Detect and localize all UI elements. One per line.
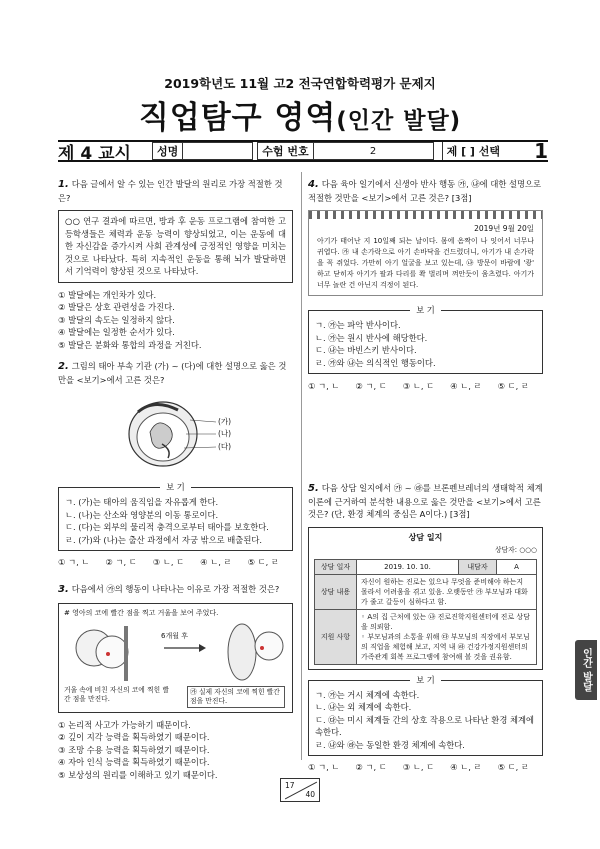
q2-number: 2. [58, 361, 69, 372]
q5-stem: 다음 상담 일지에서 ㉮ ~ ㉱를 브론펜브레너의 생태학적 체계 이론에 근거하여 분석한 내용으로 옳은 것만을 <보기>에서 고른 것은? (단, 환경 체계의 중심은 A이다.) [3점] [308, 483, 543, 519]
q1-number: 1. [58, 179, 69, 190]
date-label: 상담 일자 [315, 559, 357, 574]
q2-option[interactable]: ③ ㄴ, ㄷ [152, 557, 185, 567]
q5-option[interactable]: ② ㄱ, ㄷ [355, 762, 387, 772]
question-4 [308, 178, 543, 393]
exam-subtitle: 2019학년도 11월 고2 전국연합학력평가 문제지 [164, 76, 436, 91]
period-label: 제 4 교시 [58, 143, 131, 164]
mirror-scene [64, 618, 289, 686]
question-3 [58, 583, 293, 781]
q2-bogi-item: ㄷ. (다)는 외부의 물리적 충격으로부터 태아를 보호한다. [65, 522, 269, 532]
choice-label: 제 [ ] 선택 [442, 142, 504, 160]
q5-number: 5. [308, 483, 319, 494]
q3-stem: 다음에서 ㉮의 행동이 나타나는 이유로 가장 적절한 것은? [71, 584, 280, 594]
q3-option[interactable]: ② 깊이 지각 능력을 획득하였기 때문이다. [58, 732, 210, 742]
q3-number: 3. [58, 584, 69, 595]
counselor-name: 상담자: ○○○ [495, 546, 537, 554]
q3-option[interactable]: ① 논리적 사고가 가능하기 때문이다. [58, 719, 191, 730]
q5-option[interactable]: ① ㄱ, ㄴ [308, 762, 340, 772]
q5-option[interactable]: ④ ㄴ, ㄹ [450, 762, 482, 772]
subject-side-tab: 인간 발달 [575, 640, 597, 700]
log-title: 상담 일지 [408, 532, 443, 542]
exam-no-field[interactable] [314, 142, 434, 160]
support-item: ◦ A의 집 근처에 있는 ㉯ 진로진학지원센터에 진로 상담을 의뢰함. [361, 612, 530, 631]
q5-options [308, 761, 543, 774]
q2-option[interactable]: ⑤ ㄷ, ㄹ [247, 557, 279, 567]
q1-options [58, 289, 293, 352]
q2-options [58, 556, 293, 569]
q5-bogi-item: ㄷ. ㉰는 미시 체계들 간의 상호 작용으로 나타난 환경 체계에 속한다. [315, 714, 535, 737]
q2-bogi-item: ㄴ. (나)는 산소와 영양분의 이동 통로이다. [65, 509, 219, 520]
q1-option[interactable]: ① 발달에는 개인차가 있다. [58, 289, 157, 300]
right-caption: ㉮ 실제 자신의 코에 찍힌 빨간 점을 만진다. [187, 686, 285, 708]
q5-bogi-item: ㄴ. ㉯는 외 체계에 속한다. [315, 702, 412, 712]
q3-option[interactable]: ③ 조망 수용 능력을 획득하였기 때문이다. [58, 744, 210, 755]
q4-stem: 다음 육아 일기에서 신생아 반사 행동 ㉮, ㉯에 대한 설명으로 적절한 것만을 <보기>에서 고른 것은? [3점] [308, 179, 542, 203]
question-2 [58, 360, 293, 569]
q3-scene-box [58, 603, 293, 713]
diary-date: 2019년 9월 20일 [474, 224, 534, 233]
label-na: (나) [218, 429, 232, 438]
counseling-log [308, 527, 543, 670]
exam-no-label: 수험 번호 [257, 142, 313, 160]
fetus-diagram [58, 392, 293, 477]
exam-title [0, 92, 600, 137]
q5-bogi-box [308, 674, 543, 757]
six-months-later: 6개월 후 [161, 631, 188, 640]
q3-option[interactable]: ⑤ 보상성의 원리를 이해하고 있기 때문이다. [58, 769, 218, 780]
q2-option[interactable]: ④ ㄴ, ㄹ [200, 557, 232, 567]
q4-options [308, 380, 543, 393]
q3-option[interactable]: ④ 자아 인식 능력을 획득하였기 때문이다. [58, 757, 210, 767]
left-caption: 거울 속에 비친 자신의 코에 찍힌 빨간 점을 만진다. [64, 686, 174, 704]
q5-bogi-item: ㄱ. ㉮는 거시 체계에 속한다. [315, 689, 420, 700]
q4-option[interactable]: ⑤ ㄷ, ㄹ [497, 381, 529, 391]
q2-bogi-title: 보 기 [160, 482, 191, 492]
q4-option[interactable]: ② ㄱ, ㄷ [355, 381, 387, 391]
question-5 [308, 482, 543, 774]
exam-no-digit: 2 [369, 145, 377, 157]
q1-option[interactable]: ⑤ 발달은 분화와 통합의 과정을 거친다. [58, 339, 202, 350]
q2-bogi-item: ㄱ. (가)는 태아의 움직임을 자유롭게 한다. [65, 497, 219, 507]
footer-page: 17 [285, 781, 295, 790]
name-field[interactable] [183, 142, 253, 160]
q2-bogi-item: ㄹ. (가)와 (나)는 출산 과정에서 자궁 밖으로 배출된다. [65, 534, 262, 545]
label-da: (다) [218, 442, 232, 451]
title-paren: (인간 발달) [336, 108, 462, 134]
footer-total: 40 [305, 790, 315, 799]
question-1 [58, 178, 293, 351]
q1-passage-box: ○○ 연구 결과에 따르면, 방과 후 운동 프로그램에 참여한 고등학생들은 체력과 운동 능력이 향상되었고, 이는 운동에 대한 자신감을 증가시켜 사회 관계성에 긍정적인 영향을 미치는 것으로 나타났다. 특히 지속적인 운동을 통해 뇌가 발달하면서 기억력이 향상된 것으로 나타났다. [58, 210, 293, 283]
date-value: 2019. 10. 10. [357, 559, 459, 574]
content-label: 상담 내용 [315, 574, 357, 609]
exam-info-bar [58, 140, 548, 162]
q5-option[interactable]: ⑤ ㄷ, ㄹ [497, 762, 529, 772]
counseling-table [314, 559, 537, 665]
q4-bogi-item: ㄱ. ㉮는 파악 반사이다. [315, 320, 401, 330]
q3-options [58, 719, 293, 782]
q4-bogi-item: ㄹ. ㉮와 ㉯는 의식적인 행동이다. [315, 357, 436, 368]
title-main: 직업탐구 영역 [138, 100, 337, 136]
q4-number: 4. [308, 179, 319, 190]
parenting-diary [308, 210, 543, 296]
support-item: ◦ 부모님과의 소통을 위해 ㉰ 부모님의 직장에서 부모님의 직업을 체험해 보고, 지역 내 ㉱ 건강가정지원센터의 가족관계 회복 프로그램에 참여해 볼 것을 권유함. [361, 632, 530, 661]
q1-option[interactable]: ④ 발달에는 일정한 순서가 있다. [58, 327, 175, 337]
fetus-illustration [58, 392, 293, 477]
diary-binding [309, 211, 542, 219]
q3-scene-caption: # 영아의 코에 빨간 점을 찍고 거울을 보여 주었다. [64, 608, 219, 617]
q4-bogi-title: 보 기 [410, 305, 441, 315]
content-value: 자신이 원하는 진로는 있으나 무엇을 준비해야 하는지 몰라서 어려움을 겪고 있음. 오랫동안 ㉮ 부모님과 대화가 줄고 갈등이 심하다고 함. [357, 574, 537, 609]
q4-bogi-item: ㄴ. ㉮는 원시 반사에 해당한다. [315, 332, 428, 343]
q5-option[interactable]: ③ ㄴ, ㄷ [402, 762, 435, 772]
name-label: 성명 [152, 142, 183, 160]
q2-stem: 그림의 태아 부속 기관 (가) ~ (다)에 대한 설명으로 옳은 것만을 <보기>에서 고른 것은? [58, 361, 287, 385]
label-ga: (가) [218, 417, 232, 426]
diary-text: 아기가 태어난 지 10일째 되는 날이다. 몸에 옴짝이 나 잇어서 너무나 귀엽다. ㉮ 내 손가락으로 아기 손바닥을 건드렸더니, 아기가 내 손가락을 꼭 쥐었다. 가만히 아기 얼굴을 보고 있는데, ㉯ 방문이 바람에 '쾅' 하고 닫히자 아기가 팔과 다리를 쫙 벌리며 껴안듯이 움츠렸다. 아기가 너무 놀란 건 아닌지 걱정이 된다. [317, 237, 534, 289]
q2-option[interactable]: ② ㄱ, ㄷ [105, 557, 137, 567]
q4-option[interactable]: ③ ㄴ, ㄷ [402, 381, 435, 391]
page-number: 1 [534, 139, 548, 163]
q2-option[interactable]: ① ㄱ, ㄴ [58, 557, 90, 567]
q5-bogi-item: ㄹ. ㉯와 ㉱는 동일한 환경 체계에 속한다. [315, 739, 465, 750]
q1-option[interactable]: ③ 발달의 속도는 일정하지 않다. [58, 314, 175, 325]
q5-bogi-title: 보 기 [410, 675, 441, 685]
client-value: A [497, 559, 537, 574]
q1-stem: 다음 글에서 알 수 있는 인간 발달의 원리로 가장 적절한 것은? [58, 179, 283, 203]
support-label: 지원 사항 [315, 609, 357, 664]
q4-bogi-item: ㄷ. ㉯는 바빈스키 반사이다. [315, 345, 417, 355]
column-divider [301, 172, 302, 760]
page-footer [280, 778, 320, 802]
q1-option[interactable]: ② 발달은 상호 관련성을 가진다. [58, 302, 175, 312]
q4-option[interactable]: ① ㄱ, ㄴ [308, 381, 340, 391]
q4-option[interactable]: ④ ㄴ, ㄹ [450, 381, 482, 391]
q2-bogi-box [58, 482, 293, 551]
support-value [357, 609, 537, 664]
q4-bogi-box [308, 305, 543, 374]
client-label: 내담자 [459, 559, 497, 574]
